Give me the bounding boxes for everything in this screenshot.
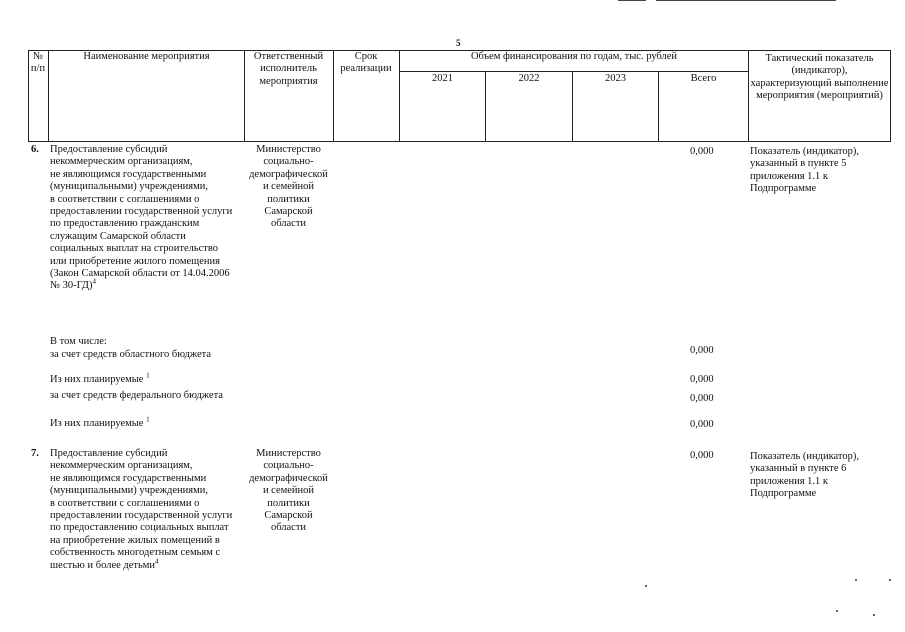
subrow-planned: Из них планируемые $^1$ [50, 371, 150, 385]
subrow-regional: за счет средств областного бюджета [50, 349, 212, 360]
header-year-2021: 2021 [432, 73, 453, 84]
subrow-planned-total: 0,000 [690, 419, 714, 430]
row-executor: Министерство социально- демографической и семейной политики Самарской области [249, 144, 328, 230]
header-num: № п/п [30, 51, 46, 75]
header-year-2022: 2022 [518, 73, 540, 84]
row-total: 0,000 [690, 450, 714, 461]
header-total: Всего [690, 73, 717, 84]
row-executor: Министерство социально- демографической и семейной политики Самарской области [249, 448, 328, 534]
subrow-planned-total: 0,000 [690, 374, 714, 385]
row-number: 6. [31, 144, 39, 155]
scan-speck [873, 614, 875, 616]
row-name: Предоставление субсидий некоммерческим организациям, не являющимся государственными (муниципальными) учреждениями, в соответствии с соглашениями о предоставлении государственной услуги по предоставлению социальных выплат на приобретение жилых помещений в собственность многодетным семьям с шестью и более детьми$^4$ [50, 448, 233, 571]
page-number: 5 [456, 38, 461, 48]
header-executor: Ответственный исполнитель мероприятия [253, 51, 324, 87]
scan-artifact [656, 0, 836, 1]
header-funding: Объем финансирования по годам, тыс. рублей [470, 51, 678, 62]
header-year-2023: 2023 [605, 73, 626, 84]
row-indicator: Показатель (индикатор), указанный в пункте 6 приложения 1.1 к Подпрограмме [750, 451, 859, 500]
scan-speck [889, 579, 891, 581]
row-total: 0,000 [690, 146, 714, 157]
row-number: 7. [31, 448, 39, 459]
header-name: Наименование мероприятия [83, 51, 210, 62]
subrow-planned: Из них планируемые $^1$ [50, 415, 150, 429]
subrow-federal: за счет средств федерального бюджета [50, 390, 223, 401]
header-indicator: Тактический показатель (индикатор), характеризующий выполнение мероприятия (мероприятий) [750, 53, 889, 102]
scan-speck [836, 610, 838, 612]
scan-artifact [618, 0, 646, 1]
row-indicator: Показатель (индикатор), указанный в пункте 5 приложения 1.1 к Подпрограмме [750, 146, 859, 195]
row-name: Предоставление субсидий некоммерческим организациям, не являющимся государственными (муниципальными) учреждениями, в соответствии с соглашениями о предоставлении государственной услуги по предоставлению гражданским служащим Самарской области социальных выплат на строительство или приобретение жилого помещения (Закон Самарской области от 14.04.2006 № 30-ГД)$^4$ [50, 144, 233, 292]
header-term: Срок реализации [340, 51, 392, 75]
scan-speck [645, 585, 647, 587]
subrow-federal-total: 0,000 [690, 393, 714, 404]
scan-speck [855, 579, 857, 581]
subrow-regional-total: 0,000 [690, 345, 714, 356]
subrow-including: В том числе: [50, 336, 107, 347]
